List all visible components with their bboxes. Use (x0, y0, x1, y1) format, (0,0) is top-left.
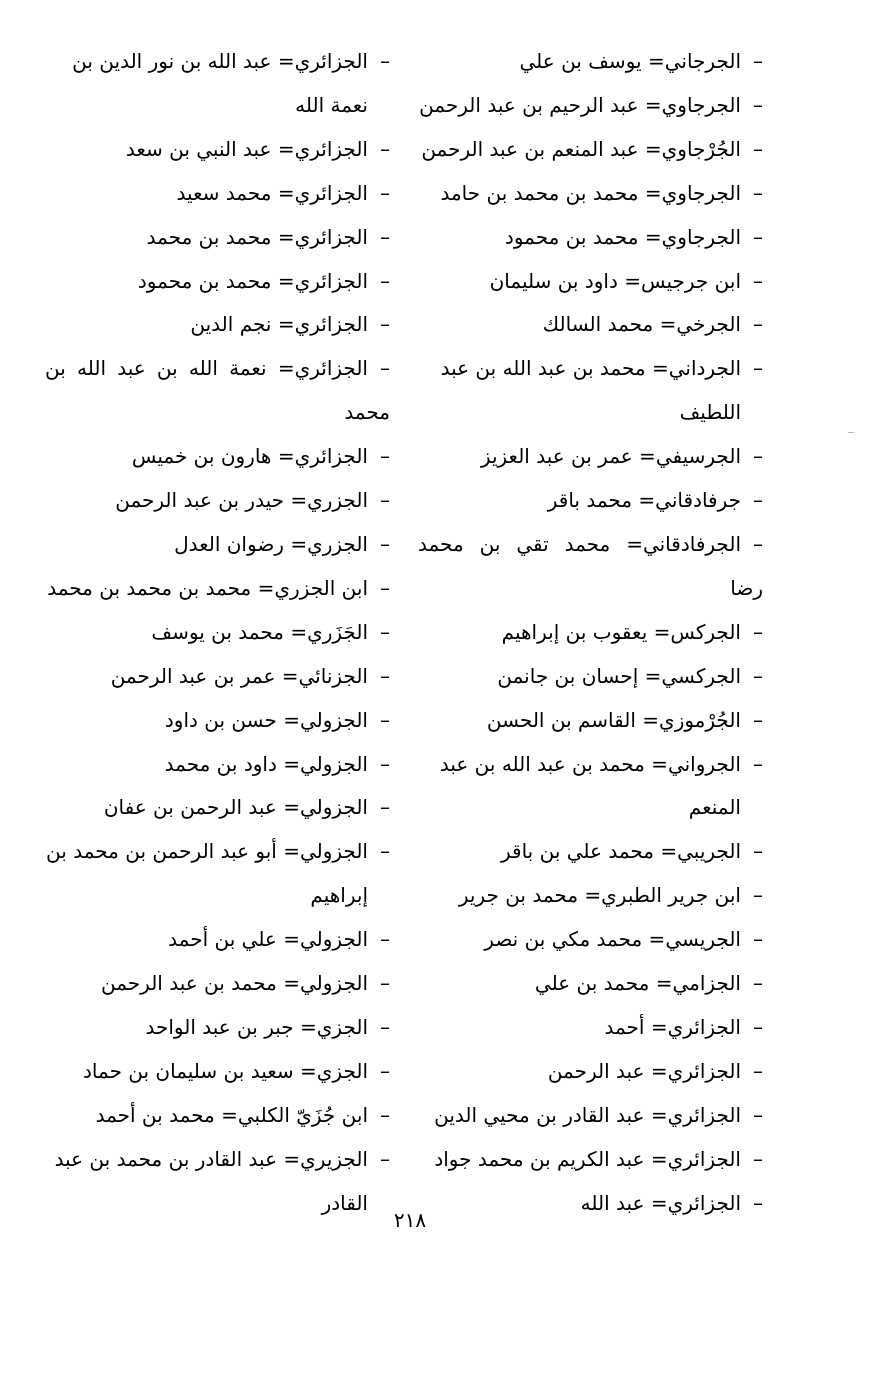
index-entry (45, 567, 390, 611)
index-entry (418, 1050, 763, 1094)
entry-text: ابن جُزَيّ الكلبي= محمد بن أحمد (95, 1102, 368, 1127)
entry-text: الجزنائي= عمر بن عبد الرحمن (110, 663, 368, 688)
entry-dash: – (380, 268, 390, 293)
index-entry (45, 743, 390, 787)
entry-continuation: القادر (321, 1190, 368, 1215)
entry-text: الجزائري= عبد الله بن نور الدين بن (72, 49, 368, 73)
entry-text: الجُرْجاوي= عبد المنعم بن عبد الرحمن (421, 136, 741, 161)
entry-dash: – (753, 444, 763, 469)
index-entry (45, 786, 390, 830)
entry-continuation: اللطيف (679, 400, 741, 425)
entry-text: الجزائري= عبد الكريم بن محمد جواد (434, 1146, 741, 1171)
entry-text: الجزائري= عبد الله (580, 1190, 741, 1215)
index-entry (418, 172, 763, 216)
index-entry (45, 830, 390, 874)
entry-dash: – (380, 1058, 390, 1083)
entry-text: الجزائري= هارون بن خميس (131, 444, 368, 469)
index-entry (45, 260, 390, 304)
entry-dash: – (753, 136, 763, 161)
entry-text: الجرواني= محمد بن عبد الله بن عبد (439, 751, 741, 776)
entry-text: الجُرْموزي= القاسم بن الحسن (486, 707, 741, 732)
index-entry (45, 962, 390, 1006)
entry-dash: – (753, 751, 763, 776)
entry-dash: – (753, 1102, 763, 1127)
entry-dash: – (753, 312, 763, 337)
entry-text: الجرجاوي= محمد بن محمد بن حامد (440, 180, 741, 205)
index-entry (418, 435, 763, 479)
index-entry (418, 523, 763, 611)
entry-continuation: المنعم (688, 795, 741, 820)
entry-dash: – (380, 1102, 390, 1127)
entry-dash: – (380, 619, 390, 644)
entry-dash: – (380, 312, 390, 337)
index-entry (418, 84, 763, 128)
index-entry (45, 611, 390, 655)
entry-dash: – (753, 180, 763, 205)
index-column-right (418, 40, 763, 1225)
entry-dash: – (753, 1014, 763, 1039)
index-entry (45, 1006, 390, 1050)
index-entry (45, 40, 390, 84)
entry-text: الجزولي= محمد بن عبد الرحمن (101, 971, 368, 996)
index-entry (45, 347, 390, 435)
entry-text: ابن الجزري= محمد بن محمد بن محمد (47, 575, 368, 600)
entry-dash: – (380, 1014, 390, 1039)
index-entry (418, 699, 763, 743)
entry-continuation: إبراهيم (310, 883, 368, 908)
entry-text: الجزائري= نعمة الله بن عبد الله بن محمد (45, 356, 390, 425)
index-entry (45, 699, 390, 743)
entry-text: الجريبي= محمد علي بن باقر (500, 839, 741, 864)
index-entry (45, 655, 390, 699)
index-entry (45, 918, 390, 962)
entry-text: الجزولي= عبد الرحمن بن عفان (103, 795, 368, 820)
entry-dash: – (753, 1146, 763, 1171)
index-entry (418, 260, 763, 304)
entry-text: الجركسي= إحسان بن جانمن (497, 663, 741, 688)
entry-text: الجريسي= محمد مكي بن نصر (484, 927, 741, 952)
entry-text: الجزري= حيدر بن عبد الرحمن (115, 488, 368, 513)
entry-dash: – (753, 927, 763, 952)
entry-dash: – (753, 663, 763, 688)
entry-text: ابن جرجيس= داود بن سليمان (489, 268, 741, 293)
entry-continuation: نعمة الله (295, 92, 368, 117)
page-number: ٢١٨ (393, 1208, 427, 1232)
entry-text: الجزائري= عبد القادر بن محيي الدين (434, 1102, 741, 1127)
entry-dash: – (753, 49, 763, 73)
entry-text: الجَزَري= محمد بن يوسف (151, 619, 368, 644)
entry-dash: – (380, 707, 390, 732)
entry-text: الجزي= جبر بن عبد الواحد (145, 1014, 368, 1039)
entry-text: الجرفادقاني= محمد تقي بن محمد رضا (418, 531, 763, 600)
entry-dash: – (753, 356, 763, 381)
index-entry (45, 1050, 390, 1094)
entry-dash: – (753, 531, 763, 556)
index-entry (45, 523, 390, 567)
index-entry (418, 128, 763, 172)
index-entry (45, 1138, 390, 1182)
entry-dash: – (380, 531, 390, 556)
entry-dash: – (380, 971, 390, 996)
index-entry (45, 479, 390, 523)
index-entry (45, 1094, 390, 1138)
entry-text: الجزي= سعيد بن سليمان بن حماد (83, 1058, 368, 1083)
entry-text: الجزائري= محمد بن محمد (146, 224, 368, 249)
entry-dash: – (753, 1058, 763, 1083)
entry-text: الجزائري= محمد بن محمود (137, 268, 368, 293)
index-entry (418, 918, 763, 962)
index-entry (418, 611, 763, 655)
index-entry (418, 1138, 763, 1182)
index-entry (418, 655, 763, 699)
entry-text: الجزائري= محمد سعيد (176, 180, 368, 205)
entry-dash: – (380, 136, 390, 161)
entry-dash: – (753, 839, 763, 864)
margin-mark (848, 432, 854, 433)
entry-text: الجزائري= أحمد (604, 1014, 741, 1039)
entry-dash: – (753, 971, 763, 996)
entry-text: الجزولي= داود بن محمد (164, 751, 368, 776)
entry-dash: – (753, 224, 763, 249)
index-entry (418, 830, 763, 874)
entry-text: الجرداني= محمد بن عبد الله بن عبد (440, 356, 741, 381)
index-entry (418, 962, 763, 1006)
entry-text: جرفادقاني= محمد باقر (547, 488, 741, 513)
entry-text: ابن جرير الطبري= محمد بن جرير (458, 883, 741, 908)
entry-dash: – (380, 839, 390, 864)
entry-text: الجزامي= محمد بن علي (534, 971, 741, 996)
entry-text: الجرجاوي= عبد الرحيم بن عبد الرحمن (419, 92, 741, 117)
entry-dash: – (380, 663, 390, 688)
entry-dash: – (380, 751, 390, 776)
entry-text: الجرجاوي= محمد بن محمود (504, 224, 741, 249)
entry-dash: – (380, 795, 390, 820)
entry-dash: – (753, 619, 763, 644)
entry-text: الجزولي= أبو عبد الرحمن بن محمد بن (46, 839, 368, 864)
index-entry (418, 303, 763, 347)
entry-dash: – (380, 180, 390, 205)
entry-text: الجرخي= محمد السالك (542, 312, 741, 337)
index-entry (418, 874, 763, 918)
entry-text: الجزائري= عبد النبي بن سعد (125, 136, 368, 161)
entry-dash: – (380, 224, 390, 249)
entry-text: الجركس= يعقوب بن إبراهيم (501, 619, 741, 644)
entry-dash: – (753, 488, 763, 513)
entry-dash: – (753, 1190, 763, 1215)
entry-dash: – (380, 444, 390, 469)
entry-text: الجزيري= عبد القادر بن محمد بن عبد (54, 1146, 368, 1171)
index-column-left (45, 40, 390, 1225)
index-entry (45, 216, 390, 260)
index-entry (418, 1006, 763, 1050)
entry-dash: – (380, 49, 390, 73)
entry-dash: – (380, 1146, 390, 1171)
index-entry (45, 435, 390, 479)
index-entry (45, 128, 390, 172)
entry-dash: – (380, 927, 390, 952)
entry-text: الجزائري= عبد الرحمن (547, 1058, 741, 1083)
index-entry (418, 347, 763, 391)
entry-dash: – (380, 488, 390, 513)
entry-dash: – (753, 92, 763, 117)
entry-dash: – (753, 883, 763, 908)
entry-text: الجزري= رضوان العدل (174, 531, 368, 556)
entry-text: الجزولي= حسن بن داود (164, 707, 368, 732)
index-entry (45, 172, 390, 216)
index-entry (418, 743, 763, 787)
entry-dash: – (753, 707, 763, 732)
entry-dash: – (753, 268, 763, 293)
entry-text: الجرجاني= يوسف بن علي (519, 49, 741, 73)
entry-text: الجزولي= علي بن أحمد (168, 927, 368, 952)
index-entry (45, 303, 390, 347)
entry-dash: – (380, 356, 390, 381)
index-entry (418, 479, 763, 523)
entry-text: الجرسيفي= عمر بن عبد العزيز (480, 444, 741, 469)
entry-dash: – (380, 575, 390, 600)
index-entry (418, 216, 763, 260)
index-entry (418, 1094, 763, 1138)
entry-text: الجزائري= نجم الدين (190, 312, 368, 337)
index-entry (418, 40, 763, 84)
